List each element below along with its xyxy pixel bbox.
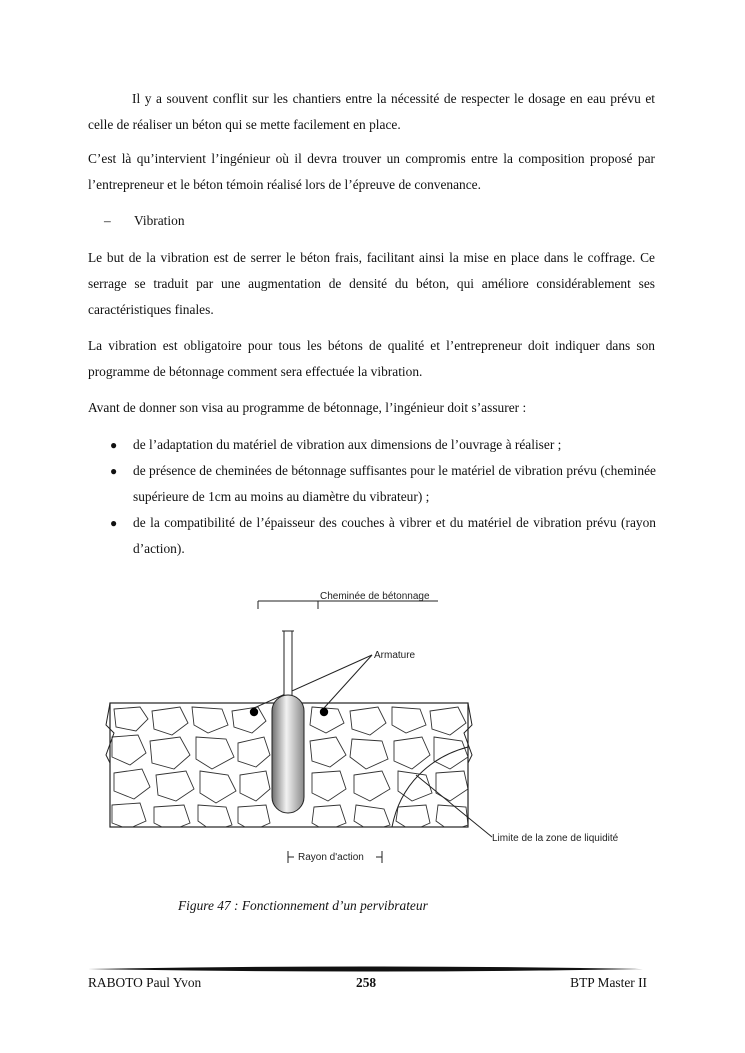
paragraph-1: Il y a souvent conflit sur les chantiers entre la nécessité de respecter le dosage en eau prévu et celle de réaliser un béton qui se mette facilement en place. (88, 91, 655, 132)
bullet-icon: ● (110, 438, 118, 452)
list-item: ● de présence de cheminées de bétonnage suffisantes pour le matériel de vibration prévu (cheminée supérieure de 1cm au moins au diamètre du vibrateur) ; (108, 458, 656, 510)
label-rebar: Armature (374, 650, 416, 661)
dash-item-label: Vibration (134, 213, 185, 228)
pervibrator-diagram (100, 585, 645, 875)
dash-marker: – (104, 213, 111, 228)
label-chimney: Cheminée de bétonnage (320, 591, 430, 602)
bullet-list (108, 432, 656, 562)
paragraph-4: La vibration est obligatoire pour tous les bétons de qualité et l’entrepreneur doit indiquer dans son programme de bétonnage comment sera effectuée la vibration. (88, 338, 655, 379)
list-item: ● de la compatibilité de l’épaisseur des couches à vibrer et du matériel de vibration prévu (rayon d’action). (108, 510, 656, 562)
footer-page-number: 258 (356, 975, 377, 990)
footer-author: RABOTO Paul Yvon (88, 975, 202, 990)
paragraph-5: Avant de donner son visa au programme de bétonnage, l’ingénieur doit s’assurer : (88, 400, 527, 415)
label-radius: Rayon d'action (298, 852, 364, 863)
label-liquid-zone: Limite de la zone de liquidité (492, 833, 619, 844)
bullet-icon: ● (110, 516, 118, 530)
list-item: ● de l’adaptation du matériel de vibration aux dimensions de l’ouvrage à réaliser ; (108, 432, 656, 458)
chimney-bracket (258, 601, 438, 609)
paragraph-3: Le but de la vibration est de serrer le béton frais, facilitant ainsi la mise en place dans le coffrage. Ce serrage se traduit par une augmentation de densité du béton, qui améliore considérablement ses caractéristiques finales. (88, 250, 655, 317)
footer-program: BTP Master II (570, 975, 647, 990)
rebar-left (250, 708, 258, 716)
dash-list-item (104, 208, 185, 234)
figure-caption: Figure 47 : Fonctionnement d’un pervibrateur (178, 898, 428, 913)
paragraph-2: C’est là qu’intervient l’ingénieur où il devra trouver un compromis entre la composition proposé par l’entrepreneur et le béton témoin réalisé lors de l’épreuve de convenance. (88, 151, 655, 192)
armature-leaders (254, 655, 372, 708)
bullet-icon: ● (110, 464, 118, 478)
rebar-right (320, 708, 328, 716)
footer-rule (88, 962, 643, 976)
vibrator-shaft (282, 631, 294, 699)
vibrator-head (272, 695, 304, 813)
